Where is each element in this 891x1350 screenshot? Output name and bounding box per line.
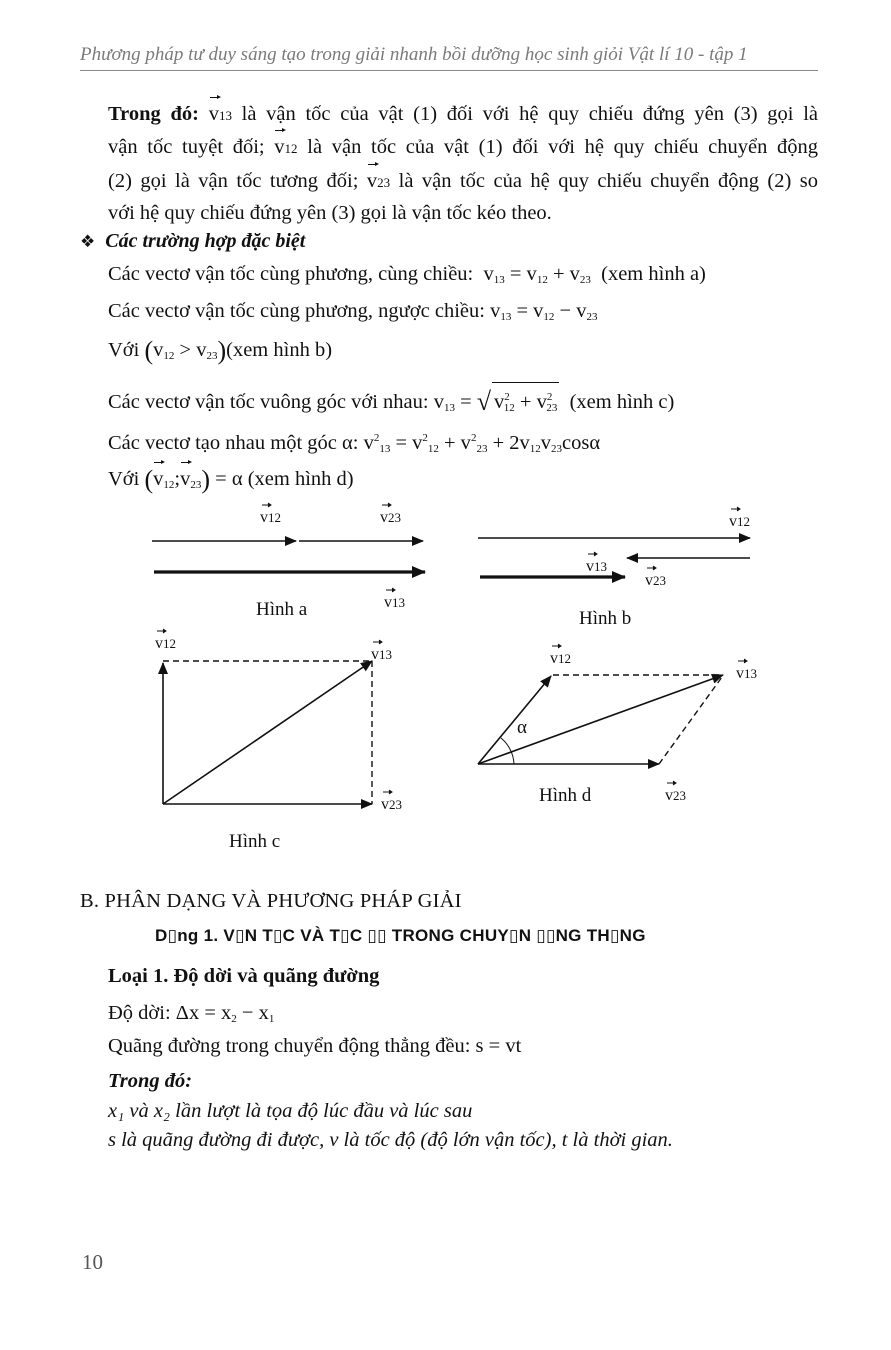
- svg-text:v12: v12: [155, 635, 176, 652]
- vector-v13: v13: [209, 100, 232, 130]
- svg-text:v23: v23: [645, 572, 666, 589]
- loai-1-title: Loại 1. Độ dời và quãng đường: [108, 965, 380, 987]
- dang-1-title: D▯ng 1. V▯N T▯C VÀ T▯C ▯▯ TRONG CHUY▯N ▯▯NG TH▯NG: [155, 926, 646, 945]
- figure-b: [478, 513, 750, 629]
- case-perpendicular: Các vectơ vận tốc vuông góc với nhau: $v_{13}$ = √ $v^2_{12} + v^2_{23}$ (xem hình c): [108, 382, 674, 422]
- svg-text:v13: v13: [371, 646, 392, 663]
- section-b-title: B. PHÂN DẠNG VÀ PHƯƠNG PHÁP GIẢI: [80, 890, 462, 912]
- figure-c: [155, 635, 402, 852]
- page-number: 10: [82, 1250, 103, 1274]
- note-x1-x2: x₁ và x₂ lần lượt là tọa độ lúc đầu và lúc sau: [108, 1100, 473, 1122]
- formula-case2: $v_{13} = v_{12} - v_{23}$: [490, 300, 598, 323]
- alpha-angle-label: α: [517, 717, 527, 738]
- svg-text:Hình c: Hình c: [229, 831, 281, 852]
- do-doi-line: Độ dời: $\Delta x = x_2 - x_1$: [108, 1002, 275, 1025]
- quang-duong-line: Quãng đường trong chuyển động thẳng đều: s = vt: [108, 1035, 522, 1057]
- formula-case1: $v_{13} = v_{12} + v_{23}$: [483, 263, 591, 286]
- do-doi-formula: $\Delta x = x_2 - x_1$: [175, 1002, 275, 1025]
- header-divider: [80, 70, 818, 71]
- case-opposite-condition: Với $(v_{12} > v_{23})(xem$ hình b): [108, 336, 333, 365]
- trong-do-label: Trong đó:: [108, 103, 199, 125]
- figure-a: [152, 509, 425, 620]
- definition-line-1: Trong đó: v13 là vận tốc của vật (1) đối với hệ quy chiếu đứng yên (3) gọi là: [108, 100, 818, 130]
- running-header: Phương pháp tư duy sáng tạo trong giải nhanh bồi dưỡng học sinh giỏi Vật lí 10 - tập 1: [80, 44, 748, 65]
- note-s-v-t: s là quãng đường đi được, v là tốc độ (độ lớn vận tốc), t là thời gian.: [108, 1129, 673, 1151]
- case-angle-condition: Với $(v_{12};v_{23}) = \alpha$ (xem hình d): [108, 465, 354, 494]
- case-same-direction: Các vectơ vận tốc cùng phương, cùng chiều: $v_{13} = v_{12} + v_{23}$ (xem hình a): [108, 263, 706, 286]
- svg-text:v12: v12: [550, 650, 571, 667]
- vector-figures: [0, 490, 891, 870]
- formula-case3: $v_{13}$ = √ $v^2_{12} + v^2_{23}$: [434, 391, 560, 413]
- case-angle: Các vectơ tạo nhau một góc α: $v^2_{13} = v^2_{12} + v^2_{23} + 2v_{12}v_{23}\cos\alpha$: [108, 432, 601, 455]
- figure-d: [478, 650, 757, 806]
- svg-text:v13: v13: [586, 558, 607, 575]
- special-cases-heading: ❖ Các trường hợp đặc biệt: [80, 230, 306, 252]
- definition-line-3: (2) gọi là vận tốc tương đối; v23 là vận tốc của hệ quy chiếu chuyển động (2) so: [108, 167, 818, 197]
- svg-text:Hình d: Hình d: [539, 785, 592, 806]
- definition-line-4: với hệ quy chiếu đứng yên (3) gọi là vận tốc kéo theo.: [108, 202, 552, 224]
- svg-text:Hình a: Hình a: [256, 599, 308, 620]
- svg-text:v13: v13: [384, 594, 405, 611]
- svg-text:v12: v12: [729, 513, 750, 530]
- svg-text:v23: v23: [380, 509, 401, 526]
- formula-case4: $v^2_{13} = v^2_{12} + v^2_{23} + 2v_{12}v_{23}\cos\alpha$: [363, 432, 601, 455]
- diamond-bullet-icon: ❖: [80, 232, 96, 251]
- case-opposite-direction: Các vectơ vận tốc cùng phương, ngược chiều: $v_{13} = v_{12} - v_{23}$: [108, 300, 598, 323]
- svg-text:Hình b: Hình b: [579, 608, 632, 629]
- svg-text:v12: v12: [260, 509, 281, 526]
- vector-v12: v12: [274, 133, 297, 163]
- svg-text:v23: v23: [665, 787, 686, 804]
- svg-text:v13: v13: [736, 665, 757, 682]
- trong-do-heading: Trong đó:: [108, 1070, 193, 1092]
- svg-text:v23: v23: [381, 796, 402, 813]
- vector-v23: v23: [367, 167, 390, 197]
- definition-line-2: vận tốc tuyệt đối; v12 là vận tốc của vật (1) đối với hệ quy chiếu chuyển động: [108, 133, 818, 163]
